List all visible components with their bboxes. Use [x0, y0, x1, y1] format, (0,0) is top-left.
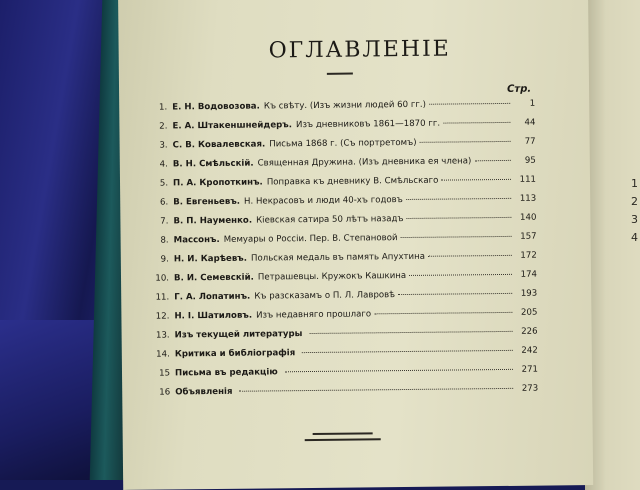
entry-author: Г. А. Лопатинъ.	[174, 291, 251, 303]
entry-page: 205	[520, 307, 538, 318]
dot-leader	[441, 179, 511, 181]
entry-page: 44	[524, 117, 536, 128]
table-of-contents	[149, 99, 538, 407]
facing-page-number: 1	[631, 177, 638, 190]
entry-title: Письма 1868 г. (Съ портретомъ)	[269, 137, 417, 150]
dot-leader	[302, 350, 513, 353]
dot-leader	[239, 388, 513, 392]
entry-title: Кіевская сатира 50 лѣтъ назадъ	[256, 214, 404, 226]
book-page	[118, 0, 593, 490]
bottom-divider	[305, 438, 381, 440]
bottom-divider	[313, 432, 373, 434]
dot-leader	[406, 217, 511, 219]
entry-author: В. Н. Смѣльскій.	[172, 158, 254, 170]
entry-page: 271	[521, 364, 539, 375]
dot-leader	[374, 312, 512, 314]
facing-page-number: 4	[631, 231, 638, 244]
entry-title: Польская медаль въ память Апухтина	[250, 251, 426, 264]
entry-number: 12.	[155, 311, 170, 322]
dot-leader	[420, 141, 511, 143]
entry-number: 13.	[155, 330, 170, 341]
entry-number: 9.	[160, 254, 169, 265]
entry-page: 140	[519, 212, 537, 223]
entry-title: Изъ дневниковъ 1861—1870 гг.	[295, 118, 441, 131]
entry-page: 113	[519, 193, 537, 204]
entry-author: В. П. Науменко.	[173, 215, 253, 227]
entry-number: 2.	[159, 121, 168, 132]
entry-number: 16	[159, 387, 171, 398]
entry-number: 1.	[158, 102, 168, 113]
entry-page: 193	[520, 288, 538, 299]
facing-page	[585, 0, 640, 490]
entry-author: С. В. Ковалевская.	[172, 139, 266, 151]
dot-leader	[285, 369, 513, 372]
dot-leader	[474, 160, 510, 161]
title-divider	[327, 73, 353, 75]
entry-page: 273	[521, 383, 539, 394]
entry-number: 6.	[159, 197, 169, 208]
entry-page: 174	[520, 269, 538, 280]
entry-author: Н. І. Шатиловъ.	[174, 310, 253, 322]
page-column-label: Стр.	[507, 83, 532, 95]
entry-page: 242	[521, 345, 538, 356]
dot-leader	[406, 198, 511, 200]
entry-author: Письма въ редакцію	[174, 367, 278, 379]
entry-title: Священная Дружина. (Изъ дневника ея члена)	[257, 156, 472, 169]
entry-page: 226	[521, 326, 538, 337]
entry-page: 157	[520, 231, 537, 242]
entry-author: Е. А. Штакеншнейдеръ.	[172, 120, 293, 132]
entry-title: Къ свѣту. (Изъ жизни людей 60 гг.)	[263, 99, 426, 112]
dot-leader	[428, 255, 512, 257]
toc-entry	[152, 384, 538, 407]
dot-leader	[398, 293, 512, 295]
dot-leader	[409, 274, 512, 276]
entry-author: В. И. Семевскій.	[173, 272, 254, 284]
dot-leader	[401, 236, 512, 238]
entry-number: 11.	[155, 292, 170, 303]
entry-author: Критика и библіографія	[174, 348, 296, 360]
entry-title: Изъ недавняго прошлаго	[256, 309, 372, 321]
entry-number: 15	[159, 368, 171, 379]
entry-page: 111	[519, 174, 537, 185]
entry-number: 10.	[155, 273, 170, 284]
facing-page-number: 3	[631, 213, 638, 226]
dot-leader	[309, 331, 512, 334]
entry-page: 77	[524, 136, 536, 147]
entry-title: Къ разсказамъ о П. Л. Лавровѣ	[254, 290, 396, 302]
facing-page-number: 2	[631, 195, 638, 208]
entry-author: Изъ текущей литературы	[174, 329, 303, 341]
entry-title: Мемуары о Россіи. Пер. В. Степановой	[223, 233, 398, 245]
entry-number: 4.	[159, 159, 168, 170]
entry-number: 14.	[156, 349, 170, 360]
entry-page: 1	[529, 98, 536, 109]
entry-author: В. Евгеньевъ.	[173, 196, 241, 208]
page-title: ОГЛАВЛЕНIЕ	[268, 36, 451, 64]
entry-number: 3.	[159, 140, 168, 151]
entry-title: Н. Некрасовъ и люди 40-хъ годовъ	[243, 195, 403, 207]
entry-title: Поправка къ дневнику В. Смѣльскаго	[266, 175, 439, 188]
entry-author: Е. Н. Водовозова.	[172, 101, 260, 113]
entry-author: Массонъ.	[173, 234, 220, 246]
entry-number: 7.	[160, 216, 169, 227]
entry-page: 95	[524, 155, 536, 166]
entry-number: 8.	[160, 235, 169, 246]
entry-author: П. А. Кропоткинъ.	[172, 177, 263, 189]
entry-title: Петрашевцы. Кружокъ Кашкина	[257, 270, 407, 283]
dot-leader	[443, 122, 510, 124]
entry-page: 172	[520, 250, 537, 261]
entry-number: 5.	[159, 178, 169, 189]
entry-author: Объявленія	[175, 386, 233, 398]
dot-leader	[429, 103, 510, 105]
entry-author: Н. И. Карѣевъ.	[173, 253, 248, 265]
